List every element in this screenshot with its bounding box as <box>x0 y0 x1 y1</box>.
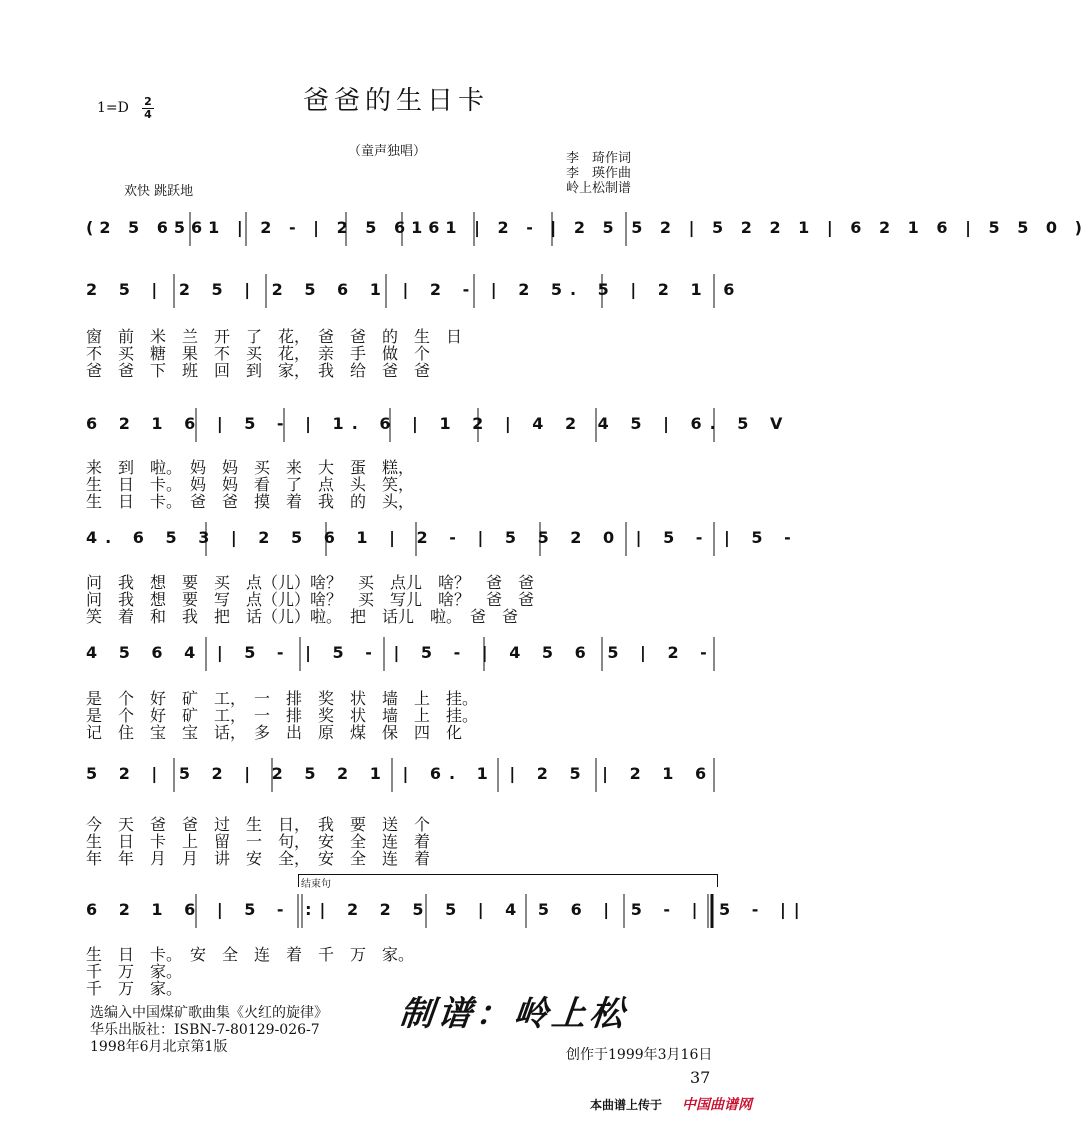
score-row-7 <box>86 894 808 928</box>
lyric-r4-v3: 笑 着 和 我 把 话（儿）啦。 把 话儿 啦。 爸 爸 <box>86 607 519 626</box>
transcriber-signature: 制谱：岭上松 <box>397 994 630 1034</box>
lyric-r2-v3: 爸 爸 下 班 回 到 家， 我 给 爸 爸 <box>86 361 431 380</box>
publication-line-3: 1998年6月北京第1版 <box>90 1039 228 1055</box>
publication-line-2: 华乐出版社：ISBN-7-80129-026-7 <box>90 1022 320 1038</box>
lyric-r5-v3: 记 住 宝 宝 话， 多 出 原 煤 保 四 化 <box>86 723 463 742</box>
ending-bracket: 结束句 <box>298 874 718 887</box>
notes-row-7: 6 2 1 6 | 5 - :| 2 2 5 5 | 4 5 6 | 5 - | 5 - || <box>86 900 808 919</box>
page-number: 37 <box>690 1068 711 1087</box>
notes-row-6: 5 2 | 5 2 | 2 5 2 1 | 6. 1 | 2 5 | 2 1 6 <box>86 764 715 783</box>
song-title: 爸爸的生日卡 <box>302 86 489 116</box>
lyric-r6-v3: 年 年 月 月 讲 安 全， 安 全 连 着 <box>86 849 431 868</box>
publication-line-1: 选编入中国煤矿歌曲集《火红的旋律》 <box>90 1005 328 1021</box>
notes-row-3: 6 2 1 6 | 5 - | 1. 6 | 1 2 | 4 2 4 5 | 6. 5 V <box>86 414 791 433</box>
lyric-r5-v1: 是 个 好 矿 工， 一 排 奖 状 墙 上 挂。 <box>86 689 479 708</box>
site-logo[interactable]: 中国曲谱网 <box>682 1097 752 1113</box>
time-bottom: 4 <box>142 108 154 121</box>
score-row-3 <box>86 408 791 442</box>
lyric-r7-v1: 生 日 卡。 安 全 连 着 千 万 家。 <box>86 945 415 964</box>
lyric-r6-v1: 今 天 爸 爸 过 生 日， 我 要 送 个 <box>86 815 431 834</box>
composition-date: 创作于1999年3月16日 <box>566 1047 713 1063</box>
lyric-r7-v2: 千 万 家。 <box>86 962 183 981</box>
subtitle: （童声独唱） <box>348 144 427 159</box>
score-row-2 <box>86 274 743 308</box>
lyricist: 李 琦作词 <box>566 151 632 166</box>
score-row-4 <box>86 522 799 556</box>
time-signature <box>142 96 154 121</box>
lyric-r5-v2: 是 个 好 矿 工， 一 排 奖 状 墙 上 挂。 <box>86 706 479 725</box>
score-row-1 <box>86 212 1088 246</box>
lyric-r3-v3: 生 日 卡。 爸 爸 摸 着 我 的 头， <box>86 492 415 511</box>
key-signature: 1=D <box>97 100 129 116</box>
lyric-r2-v2: 不 买 糖 果 不 买 花， 亲 手 做 个 <box>86 344 431 363</box>
notes-row-1: (2 5 6561 | 2 - | 2 5 6161 | 2 - | 2 5 5 2 | 5 2 2 1 | 6 2 1 6 | 5 5 0 ) <box>86 218 1088 237</box>
upload-note: 本曲谱上传于 <box>590 1098 663 1112</box>
score-row-6 <box>86 758 714 792</box>
notes-row-2: 2 5 | 2 5 | 2 5 6 1 | 2 - | 2 5. 5 | 2 1 6 <box>86 280 743 299</box>
composer: 李 瑛作曲 <box>566 166 632 181</box>
lyric-r2-v1: 窗 前 米 兰 开 了 花， 爸 爸 的 生 日 <box>86 327 463 346</box>
transcriber: 岭上松制谱 <box>566 181 632 196</box>
lyric-r6-v2: 生 日 卡 上 留 一 句， 安 全 连 着 <box>86 832 431 851</box>
score-row-5 <box>86 637 714 671</box>
lyric-r3-v2: 生 日 卡。 妈 妈 看 了 点 头 笑， <box>86 475 415 494</box>
notes-row-5: 4 5 6 4 | 5 - | 5 - | 5 - | 4 5 6 5 | 2 - <box>86 643 715 662</box>
lyric-r4-v2: 问 我 想 要 写 点（儿）啥？ 买 写儿 啥？ 爸 爸 <box>86 590 535 609</box>
lyric-r4-v1: 问 我 想 要 买 点（儿）啥？ 买 点儿 啥？ 爸 爸 <box>86 573 535 592</box>
lyric-r7-v3: 千 万 家。 <box>86 979 183 998</box>
notes-row-4: 4. 6 5 3 | 2 5 6 1 | 2 - | 5 5 2 0 | 5 - | 5 - <box>86 528 799 547</box>
tempo-marking: 欢快 跳跃地 <box>124 184 194 199</box>
lyric-r3-v1: 来 到 啦。 妈 妈 买 来 大 蛋 糕， <box>86 458 415 477</box>
time-top: 2 <box>144 95 152 108</box>
